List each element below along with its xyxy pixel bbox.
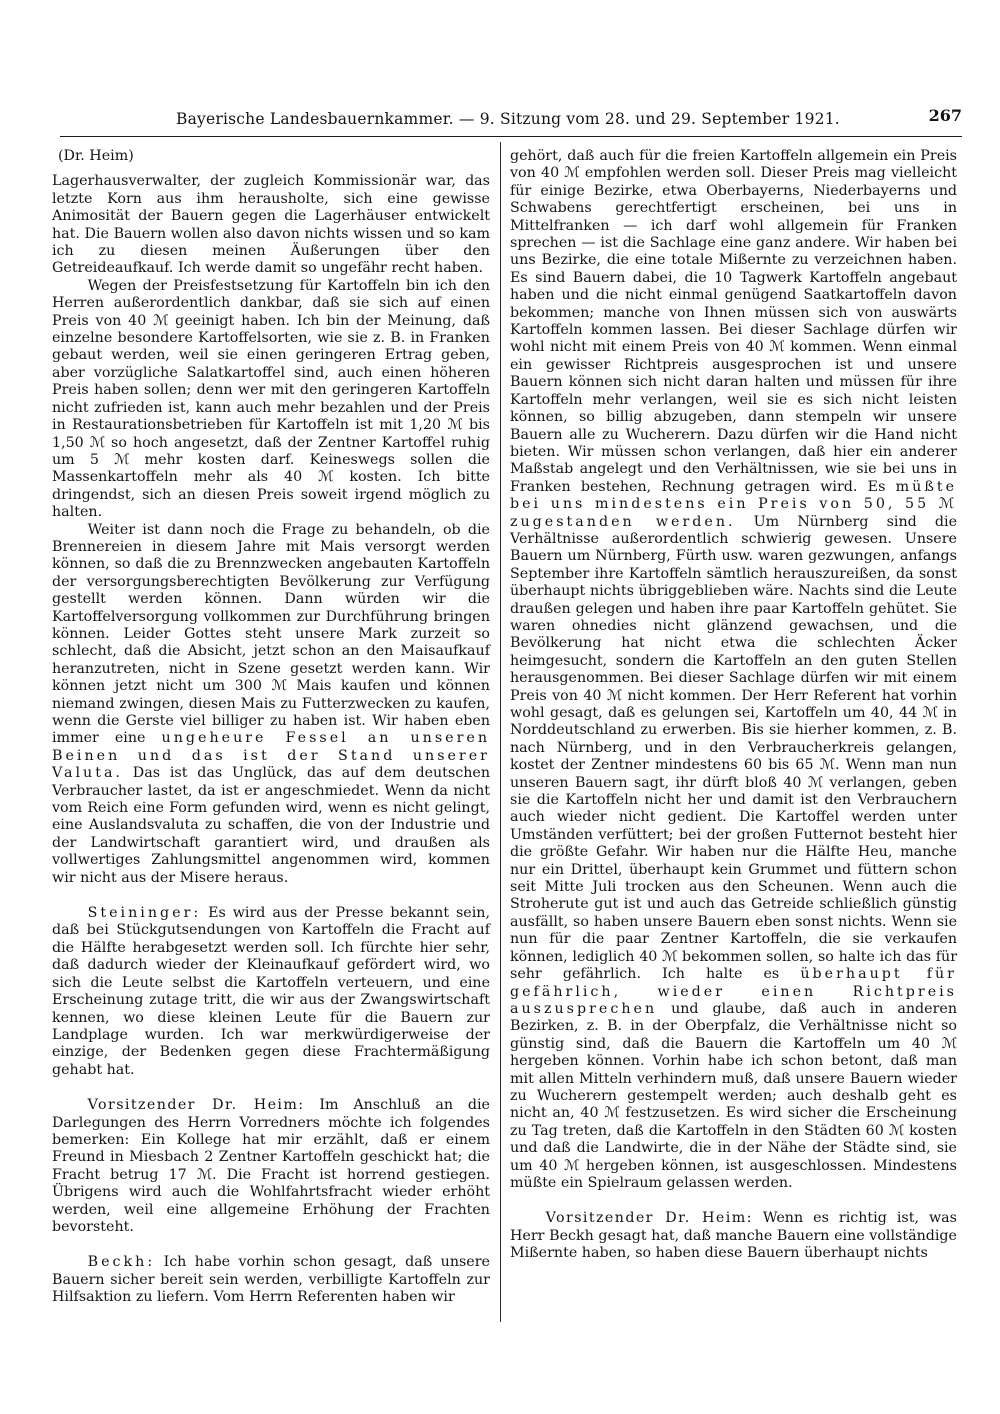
speech-chairman <box>510 1210 957 1262</box>
paragraph <box>52 278 490 522</box>
header-title: Bayerische Landesbauernkammer. — 9. Sitzung vom 28. und 29. September 1921. <box>176 110 840 128</box>
speaker-name: Vorsitzender Dr. Heim: <box>545 1210 753 1227</box>
spaced-emphasis: überhaupt für gefährlich, wieder einen Richtpreis auszusprechen <box>510 966 957 1017</box>
paragraph <box>510 148 957 1192</box>
paragraph-text: Lagerhausverwalter, der zugleich Kommissionär war, das letzte Korn aus ihm herausholte, sich eine gewisse Animosität der Bauern gegen die Lagerhäuser entwickelt hat. Die Bauern wollen also davon nichts wissen und so kam ich zu diesen meinen Äußerungen über den Getreideaufkauf. Ich werde damit so ungefähr recht haben. <box>52 173 490 277</box>
paragraph-text: Weiter ist dann noch die Frage zu behandeln, ob die Brennereien in diesem Jahre mit Mais versorgt werden können, so daß die zu Brennzwecken angebauten Kartoffeln der versorgungsberechtigten Bevölkerung zur Verfügung gestellt werden können. Dann würden wir die Kartoffelversorgung vollkommen zur Durchführung bringen können. Leider Gottes steht unsere Mark zurzeit so schlecht, daß die Absicht, jetzt schon an den Maisaufkauf heranzutreten, nicht in Szene gesetzt werden kann. Wir können jetzt nicht um 300 ℳ Mais kaufen und können niemand zwingen, diesen Mais zu Futterzwecken zu kaufen, wenn die Gerste viel billiger zu haben ist. Wir haben eben immer eine <box>52 521 490 747</box>
right-column <box>510 148 957 1263</box>
speech-steininger <box>52 905 490 1079</box>
spaced-emphasis: ungeheure Fessel an unseren Beinen und das ist der Stand unserer Valuta. <box>52 730 490 782</box>
paragraph-text: gehört, daß auch für die freien Kartoffeln allgemein ein Preis von 40 ℳ empfohlen werden soll. Dieser Preis mag vielleicht für einige Bezirke, etwa Oberbayerns, Niederbayerns und Schwabens gerechtfertigt erscheinen, bei uns in Mittelfranken — ich darf wohl allgemein für Franken sprechen — ist die Sachlage eine ganz andere. Wir haben bei uns Bezirke, die eine totale Mißernte zu verzeichnen haben. Es sind Bauern dabei, die 10 Tagwerk Kartoffeln angebaut haben und die nicht einmal genügend Saatkartoffeln davon bekommen; manche von Ihnen müssen sich von auswärts Kartoffeln kommen lassen. Bei dieser Sachlage dürfen wir wohl nicht mit einem Preis von 40 ℳ kommen. Wenn einmal ein gewisser Richtpreis ausgesprochen ist und unsere Bauern können sich nicht daran halten und müssen für ihre Kartoffeln mehr verlangen, weil sie es sich nicht leisten können, so billig abzugeben, dann stempeln wir unsere Bauern alle zu Wucherern. Dazu dürfen wir die Hand nicht bieten. Wir müssen schon verlangen, daß hier ein anderer Maßstab angelegt und den Verhältnissen, wie sie bei uns in Franken bestehen, Rechnung getragen wird. Es <box>510 148 957 495</box>
speaker-name: Vorsitzender Dr. Heim: <box>87 1097 305 1114</box>
speaker-name: Beckh: <box>87 1254 156 1271</box>
page-number: 267 <box>928 106 962 125</box>
paragraph <box>52 173 490 277</box>
speech-text: Es wird aus der Presse bekannt sein, daß bei Stückgutsendungen von Kartoffeln die Fracht auf die Hälfte herabgesetzt werden soll. Ich fürchte hier sehr, daß dadurch wieder der Kleinaufkauf gefördert wird, wo sich die Leute selbst die Kartoffeln verteuern, und eine Erscheinung zutage tritt, die wir aus der Zwangswirtschaft kennen, wo diese kleinen Leute für die Bauern zur Landplage wurden. Ich war merkwürdigerweise der einzige, der Bedenken gegen diese Frachtermäßigung gehabt hat. <box>52 905 491 1078</box>
speaker-name: Steininger: <box>87 905 202 922</box>
paragraph-text: Um Nürnberg sind die Verhältnisse außerordentlich schwierig gewesen. Unsere Bauern um Nürnberg, Fürth usw. waren gezwungen, anfangs September ihre Kartoffeln sämtlich herauszureißen, da sonst überhaupt nichts übriggeblieben wäre. Nachts sind die Leute draußen gelegen und haben ihre paar Kartoffeln gehütet. Sie waren ohnedies nicht glänzend gewachsen, und die Bevölkerung hat nicht etwa die schlechten Äcker heimgesucht, sondern die Kartoffeln an den guten Stellen herausgenommen. Bei dieser Sachlage dürfen wir mit einem Preis von 40 ℳ nicht kommen. Der Herr Referent hat vorhin wohl gesagt, daß es gelungen sei, Kartoffeln um 40, 44 ℳ in Norddeutschland zu erwerben. Bis sie hierher kommen, z. B. nach Nürnberg, und in den Verbraucherkreis gelangen, kostet der Zentner mindestens 60 bis 65 ℳ. Wenn man nun unseren Bauern sagt, ihr dürft bloß 40 ℳ verlangen, geben sie die Kartoffeln nicht her und damit ist den Verbrauchern auch wieder nicht gedient. Die Kartoffel werden unter Umständen verfüttert; bei der großen Futternot besteht hier die größte Gefahr. Wir haben nur die Hälfte Heu, manche nur ein Drittel, überhaupt kein Grummet und füttern schon seit Mitte Juli trocken aus den Scheunen. Wenn auch die Stroherute gut ist und auch das Getreide schließlich günstig ausfällt, so haben unsere Bauern eben sonst nichts. Wenn sie nun für die paar Zentner Kartoffeln, die sie verkaufen können, lediglich 40 ℳ bekommen sollen, so halte ich das für sehr gefährlich. Ich halte es <box>510 513 957 983</box>
speech-text: Wenn es richtig ist, was Herr Beckh gesagt hat, daß manche Bauern eine vollständige Mißernte haben, so haben diese Bauern überhaupt nichts <box>510 1210 957 1262</box>
paragraph <box>52 522 490 888</box>
paragraph-text: Wegen der Preisfestsetzung für Kartoffeln bin ich den Herren außerordentlich dankbar, daß sie sich auf einen Preis von 40 ℳ geeinigt haben. Ich bin der Meinung, daß einzelne besondere Kartoffelsorten, wie sie z. B. in Franken gebaut werden, weil sie einen geringeren Ertrag geben, aber vorzügliche Salatkartoffel sind, auch einen höheren Preis haben sollen; denn wer mit den geringeren Kartoffeln nicht zufrieden ist, kann auch mehr bezahlen und der Preis in Restaurationsbetrieben für Kartoffeln ist mit 1,20 ℳ bis 1,50 ℳ so hoch angesetzt, daß der Zentner Kartoffel ruhig um 5 ℳ mehr kosten darf. Keineswegs sollen die Massenkartoffeln mehr als 40 ℳ kosten. Ich bitte dringendst, sich an diesen Preis soweit irgend möglich zu halten. <box>52 277 490 521</box>
column-divider <box>500 142 501 1322</box>
paragraph-text: und glaube, daß auch in anderen Bezirken, z. B. in der Oberpfalz, die Verhältnisse nicht so günstig sind, daß die Bauern die Kartoffeln um 40 ℳ hergeben können. Vorhin habe ich schon betont, daß man mit allen Mitteln verhindern muß, daß unsere Bauern wieder zu Wucherern gestempelt werden; auch deshalb geht es nicht an, 40 ℳ festzusetzen. Es wird sicher die Erscheinung zu Tag treten, daß die Kartoffeln in den Städten 60 ℳ kosten und daß die Landwirte, die in der Nähe der Städte sind, sie um 40 ℳ hergeben können, ist ausgeschlossen. Mindestens müßte ein Spielraum gelassen werden. <box>510 1000 957 1191</box>
paragraph-text: Das ist das Unglück, das auf dem deutschen Verbraucher lastet, da ist er angeschmiedet. Wenn da nicht vom Reich eine Form gefunden wird, wenn es nicht gelingt, eine Auslandsvaluta zu schaffen, die von der Industrie und der Landwirtschaft garantiert wird, und draußen als vollwertiges Zahlungsmittel angenommen wird, kommen wir nicht aus der Misere heraus. <box>52 765 490 886</box>
continued-speaker-label: (Dr. Heim) <box>58 148 134 164</box>
running-header <box>60 108 962 137</box>
left-column <box>52 148 490 1307</box>
speech-text: Im Anschluß an die Darlegungen des Herrn Vorredners möchte ich folgendes bemerken: Ein Kollege hat mir erzählt, daß er einem Freund in Miesbach 2 Zentner Kartoffeln geschickt hat; die Fracht betrug 17 ℳ. Die Fracht ist horrend gestiegen. Übrigens wird auch die Wohlfahrtsfracht wieder erhöht werden, weil eine allgemeine Erhöhung der Frachten bevorsteht. <box>52 1097 490 1235</box>
continued-speaker <box>52 148 490 165</box>
spaced-emphasis: müßte bei uns mindestens ein Preis von 50, 55 ℳ zugestanden werden. <box>510 478 958 530</box>
speech-chairman <box>52 1097 490 1236</box>
speech-beckh <box>52 1254 490 1306</box>
speech-text: Ich habe vorhin schon gesagt, daß unsere Bauern sicher bereit sein werden, verbilligte Kartoffeln zur Hilfsaktion zu liefern. Vom Herrn Referenten haben wir <box>52 1254 490 1306</box>
